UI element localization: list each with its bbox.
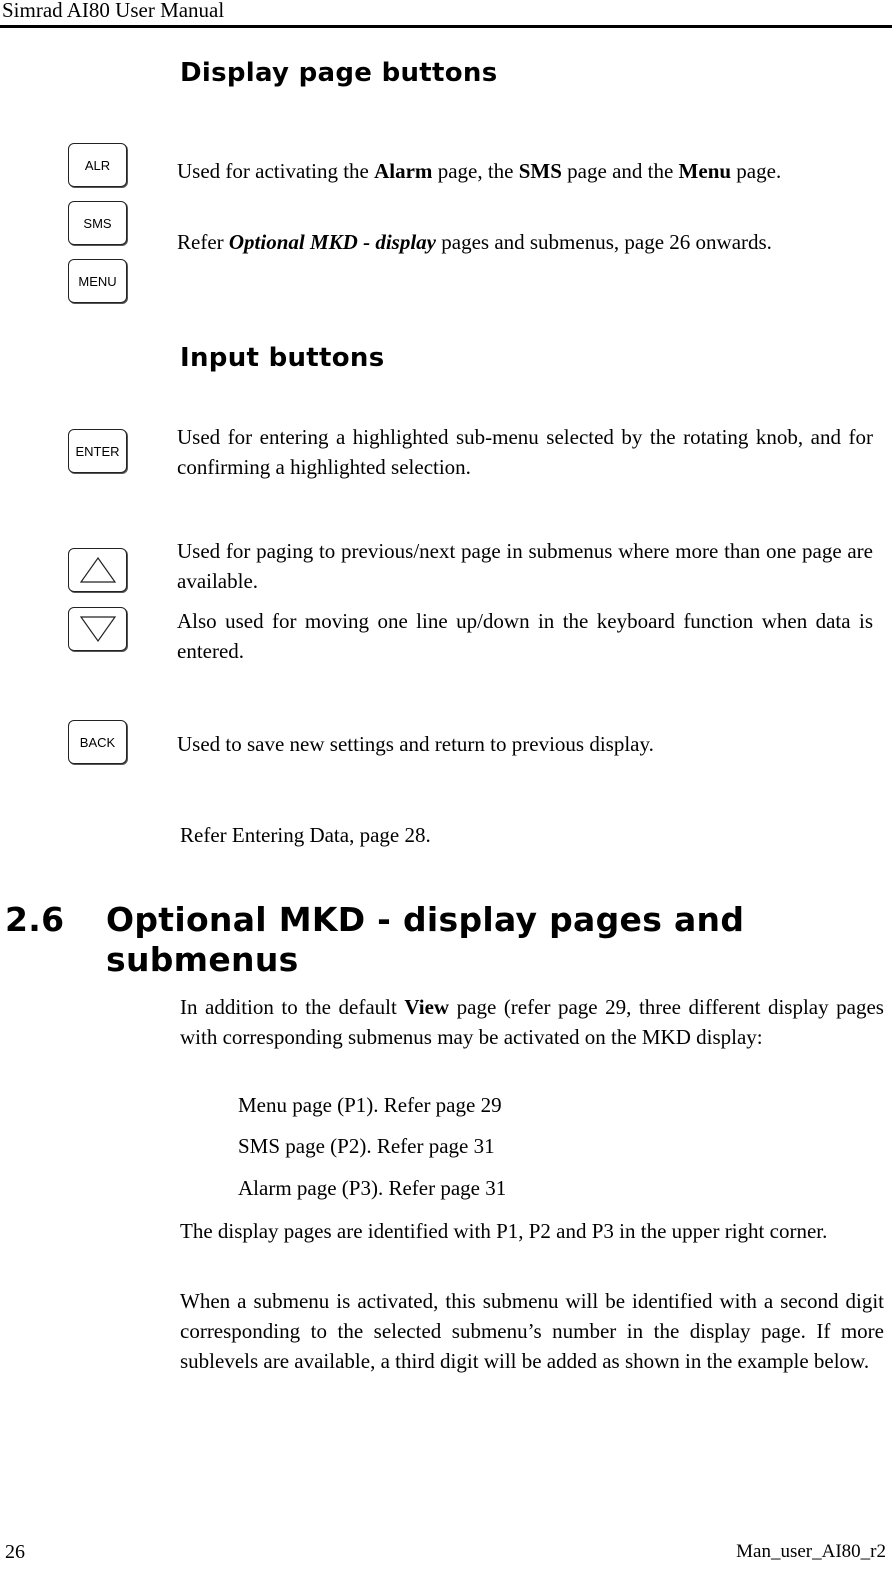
sms-term: SMS — [518, 159, 562, 183]
section-intro: In addition to the default View page (refer page 29, three different display pages with corresponding submenus may be activated on the MKD display: — [180, 995, 884, 1049]
down-key[interactable] — [68, 607, 127, 651]
section-title-line2: submenus — [106, 940, 299, 979]
list-item: SMS page (P2). Refer page 31 — [238, 1134, 495, 1158]
sms-key[interactable] — [68, 201, 127, 245]
document-id: Man_user_AI80_r2 — [736, 1541, 886, 1562]
back-description: Used to save new settings and return to previous display. — [177, 732, 654, 756]
paging-description: Used for paging to previous/next page in submenus where more than one page are available. — [177, 539, 873, 593]
view-term: View — [404, 995, 450, 1019]
header-rule — [0, 25, 892, 28]
list-item: Menu page (P1). Refer page 29 — [238, 1093, 502, 1117]
menu-term: Menu — [678, 159, 732, 183]
updown-description: Also used for moving one line up/down in the keyboard function when data is entered. — [177, 609, 873, 663]
list-item: Alarm page (P3). Refer page 31 — [238, 1176, 507, 1200]
menu-key-label: MENU — [78, 273, 117, 289]
back-key[interactable] — [68, 720, 127, 764]
refer-entering-data: Refer Entering Data, page 28. — [180, 823, 431, 847]
alarm-term: Alarm — [374, 159, 433, 183]
reference-title: Optional MKD - display — [228, 230, 436, 254]
enter-description: Used for entering a highlighted sub-menu selected by the rotating knob, and for confirming a highlighted selection. — [177, 425, 873, 479]
section-number: 2.6 — [5, 900, 65, 939]
page-number: 26 — [5, 1541, 25, 1563]
back-key-label: BACK — [79, 734, 116, 750]
running-header: Simrad AI80 User Manual — [2, 0, 225, 22]
up-triangle-icon — [79, 555, 117, 585]
alr-key[interactable] — [68, 143, 127, 187]
sms-key-label: SMS — [83, 215, 112, 231]
down-triangle-icon — [79, 614, 117, 644]
enter-key-label: ENTER — [75, 443, 120, 459]
display-buttons-reference: Refer Optional MKD - display pages and submenus, page 26 onwards. — [177, 230, 772, 254]
heading-input-buttons: Input buttons — [180, 343, 385, 373]
heading-display-page-buttons: Display page buttons — [180, 58, 498, 88]
enter-key[interactable] — [68, 429, 127, 473]
up-key[interactable] — [68, 548, 127, 592]
alr-key-label: ALR — [84, 157, 111, 173]
submenu-paragraph: When a submenu is activated, this submenu will be identified with a second digit corresponding to the selected submenu’s number in the display page. If more sublevels are available, a third digit will be added as shown in the example below. — [180, 1289, 884, 1373]
section-title-line1: Optional MKD - display pages and — [106, 900, 745, 939]
menu-key[interactable] — [68, 259, 127, 303]
pages-identified-paragraph: The display pages are identified with P1, P2 and P3 in the upper right corner. — [180, 1219, 828, 1243]
display-buttons-description: Used for activating the Alarm page, the SMS page and the Menu page. — [177, 159, 782, 183]
